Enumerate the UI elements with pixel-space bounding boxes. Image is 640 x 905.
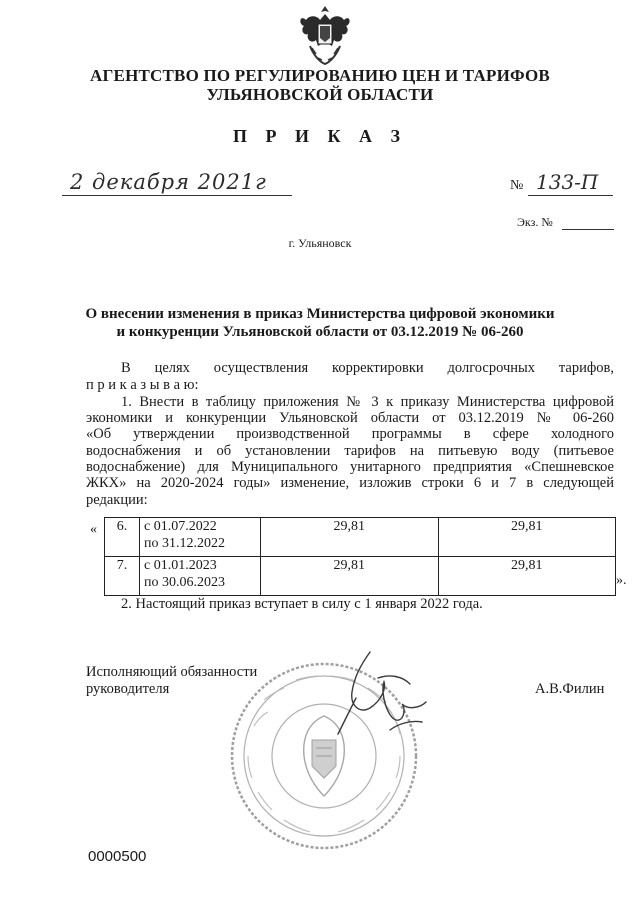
order-number-handwritten: 133-П xyxy=(536,170,599,194)
coat-of-arms-emblem xyxy=(296,2,354,68)
tariff-value-1: 29,81 xyxy=(261,557,439,596)
agency-name-line1: АГЕНТСТВО ПО РЕГУЛИРОВАНИЮ ЦЕН И ТАРИФОВ xyxy=(90,66,550,85)
subject-line1: О внесении изменения в приказ Министерства цифровой экономики xyxy=(85,306,555,322)
period-from: с 01.01.2023 xyxy=(144,558,217,573)
item1-line5: водоснабжение) для Муниципального унитарного предприятия «Спешневское xyxy=(86,459,614,475)
table-row xyxy=(105,518,616,557)
number-underline xyxy=(528,195,613,196)
item1-line2: экономики и конкуренции Ульяновской области от 03.12.2019 № 06-260 xyxy=(86,410,614,426)
document-type-title: П Р И К А З xyxy=(232,126,408,146)
tariff-table xyxy=(104,517,616,596)
table-opening-quote: « xyxy=(90,522,97,537)
period-cell xyxy=(140,557,261,596)
table-closing-quote: ». xyxy=(616,573,627,588)
period-to: по 31.12.2022 xyxy=(144,536,225,551)
tariff-value-1: 29,81 xyxy=(261,518,439,557)
intro-paragraph-line1: В целях осуществления корректировки долгосрочных тарифов, xyxy=(121,360,614,376)
item1-line1: 1. Внести в таблицу приложения № 3 к приказу Министерства цифровой xyxy=(121,394,614,410)
item1-line3: «Об утверждении производственной программы в сфере холодного xyxy=(86,426,614,442)
period-cell xyxy=(140,518,261,557)
agency-name-line2: УЛЬЯНОВСКОЙ ОБЛАСТИ xyxy=(206,85,434,104)
order-date-handwritten: 2 декабря 2021г xyxy=(70,170,267,194)
city: г. Ульяновск xyxy=(288,236,352,250)
handwritten-signature xyxy=(330,648,450,738)
item1-line7: редакции: xyxy=(86,492,148,508)
tariff-value-2: 29,81 xyxy=(438,518,616,557)
date-underline xyxy=(62,195,292,196)
signer-position-line1: Исполняющий обязанности xyxy=(86,664,258,680)
signer-name: А.В.Филин xyxy=(535,681,605,697)
row-number: 7. xyxy=(105,557,140,596)
row-number: 6. xyxy=(105,518,140,557)
tariff-value-2: 29,81 xyxy=(438,557,616,596)
item1-line4: водоснабжения и об установлении тарифов на питьевую воду (питьевое xyxy=(86,443,614,459)
copy-number-label: Экз. № xyxy=(517,215,553,229)
form-serial-number: 0000500 xyxy=(88,848,147,865)
table-row xyxy=(105,557,616,596)
item1-line6: ЖКХ» на 2020-2024 годы» изменение, изложив строки 6 и 7 в следующей xyxy=(86,475,614,491)
copy-number-underline xyxy=(562,229,614,230)
period-to: по 30.06.2023 xyxy=(144,575,225,590)
signer-position-line2: руководителя xyxy=(86,681,170,697)
item2-paragraph: 2. Настоящий приказ вступает в силу с 1 января 2022 года. xyxy=(121,596,483,612)
order-number-label: № xyxy=(510,178,524,193)
subject-line2: и конкуренции Ульяновской области от 03.12.2019 № 06-260 xyxy=(116,324,524,340)
period-from: с 01.07.2022 xyxy=(144,519,217,534)
intro-paragraph-line2: п р и к а з ы в а ю: xyxy=(86,377,199,393)
